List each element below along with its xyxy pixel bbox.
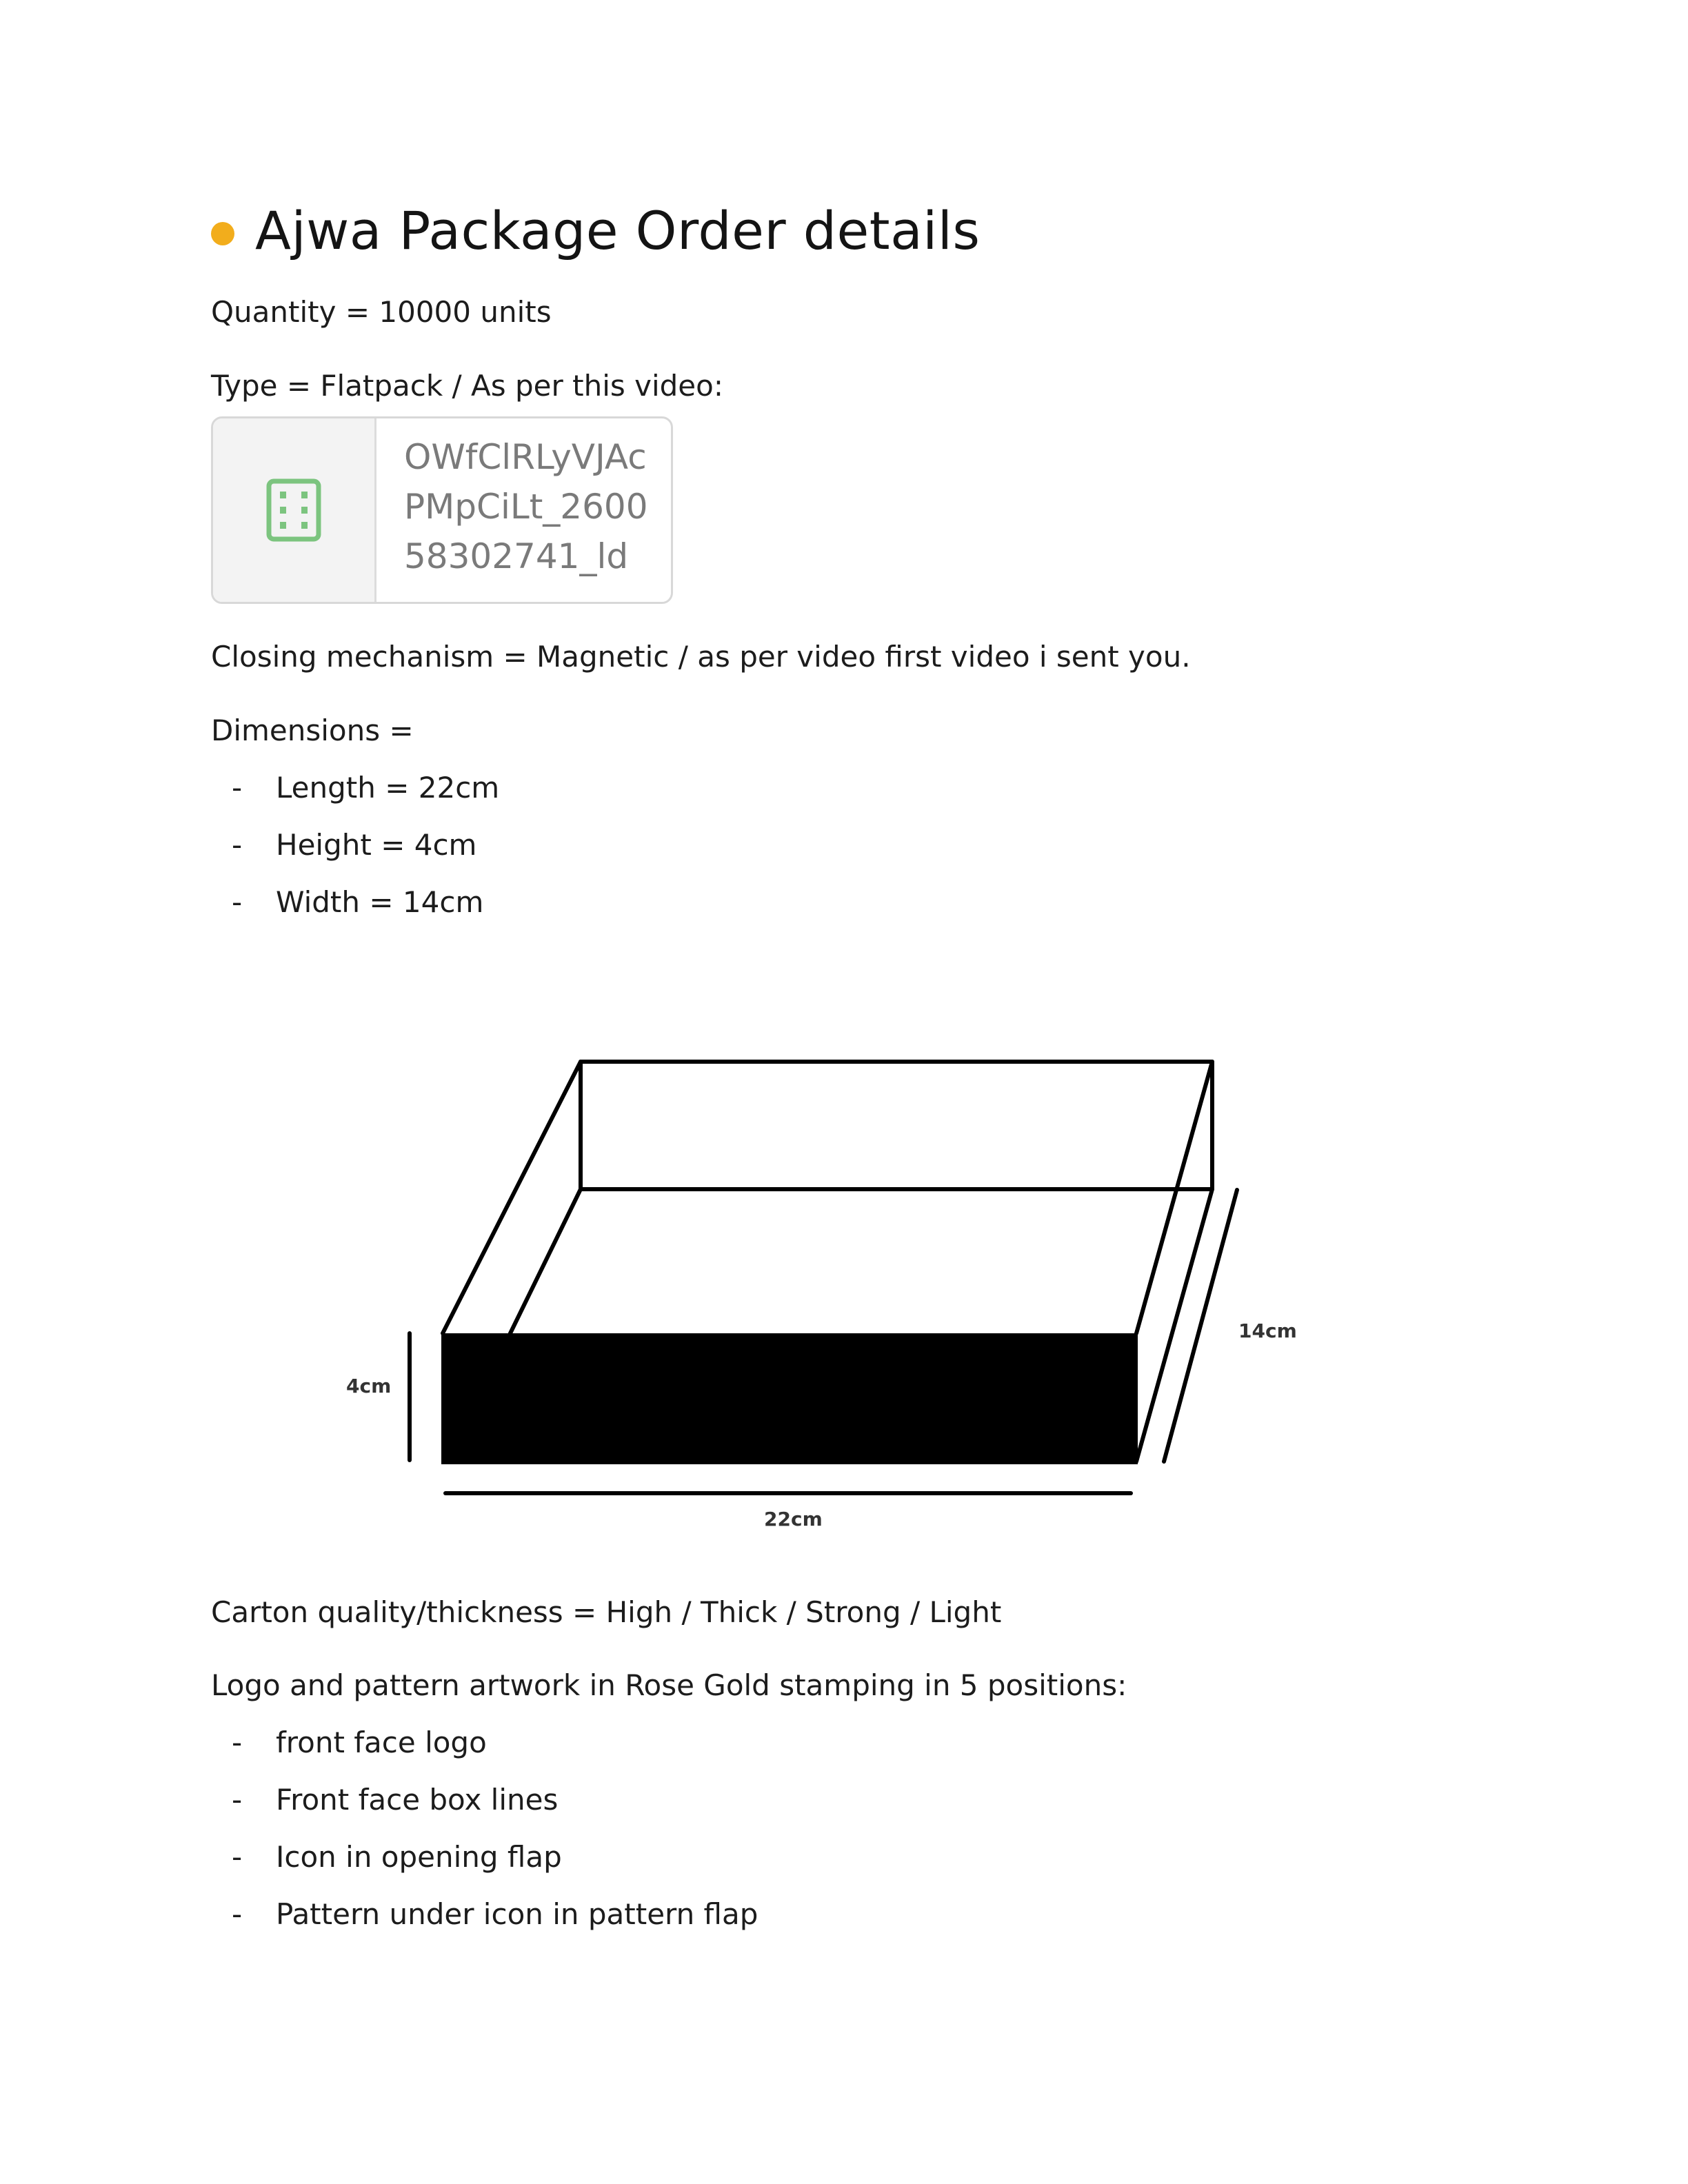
quantity-line: Quantity = 10000 units: [211, 295, 552, 329]
box-back-rim: [443, 1062, 1212, 1333]
logo-artwork-line: Logo and pattern artwork in Rose Gold stamping in 5 positions:: [211, 1668, 1127, 1702]
position-text: Pattern under icon in pattern flap: [276, 1897, 758, 1931]
dash-marker: -: [232, 1726, 243, 1759]
box-inner-left-edge: [510, 1189, 581, 1333]
length-label: 22cm: [764, 1508, 823, 1530]
position-text: front face logo: [276, 1726, 487, 1759]
carton-quality-line: Carton quality/thickness = High / Thick / Strong / Light: [211, 1595, 1002, 1629]
dimension-item-length: [211, 771, 499, 805]
dash-marker: -: [232, 828, 243, 862]
dash-marker: -: [232, 771, 243, 805]
dimension-text: Width = 14cm: [276, 885, 484, 919]
position-item: [211, 1726, 487, 1759]
dimension-item-height: [211, 828, 476, 862]
dash-marker: -: [232, 1897, 243, 1931]
position-item: [211, 1840, 562, 1874]
dash-marker: -: [232, 1783, 243, 1817]
position-text: Icon in opening flap: [276, 1840, 562, 1874]
dimension-text: Length = 22cm: [276, 771, 500, 805]
box-dimension-diagram: [331, 1041, 1331, 1551]
page-title: Ajwa Package Order details: [255, 200, 981, 261]
box-right-front-edge: [1136, 1062, 1212, 1333]
dimension-text: Height = 4cm: [276, 828, 477, 862]
type-line: Type = Flatpack / As per this video:: [211, 369, 723, 403]
closing-mechanism-line: Closing mechanism = Magnetic / as per video first video i sent you.: [211, 640, 1191, 674]
box-front-face: [441, 1333, 1138, 1464]
section-heading: [211, 200, 981, 261]
height-label: 4cm: [346, 1375, 392, 1397]
dimension-item-width: [211, 885, 483, 919]
position-item: [211, 1897, 758, 1931]
dimensions-heading: Dimensions =: [211, 714, 414, 747]
position-text: Front face box lines: [276, 1783, 559, 1817]
attachment-filename: OWfClRLyVJAcPMpCiLt_260058302741_ld: [404, 437, 648, 576]
bullet-dot: [211, 222, 234, 245]
position-item: [211, 1783, 558, 1817]
width-label: 14cm: [1238, 1320, 1297, 1342]
video-file-icon: [265, 478, 323, 543]
attachment-icon-panel: [213, 418, 376, 602]
dash-marker: -: [232, 1840, 243, 1874]
video-attachment[interactable]: [211, 416, 673, 604]
dash-marker: -: [232, 885, 243, 919]
